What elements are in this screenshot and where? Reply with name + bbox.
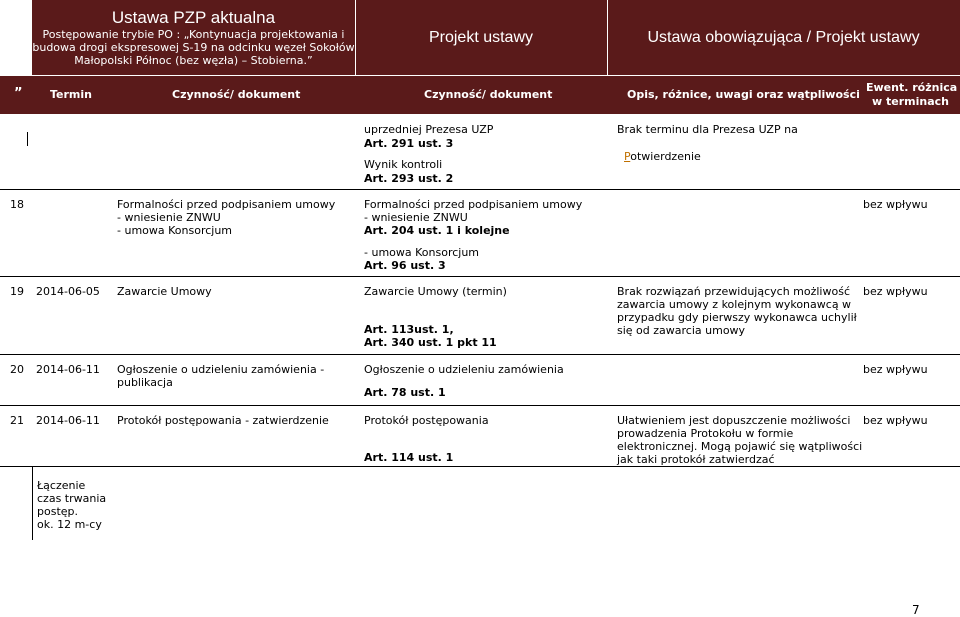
footer-note-line: postęp. [37,505,79,518]
row18-ewent: bez wpływu [863,198,928,211]
col-czynnosc-2: Czynność/ dokument [424,88,553,101]
row19-c2-line: Zawarcie Umowy (termin) [364,285,507,298]
row19-c1-line: Zawarcie Umowy [117,285,212,298]
row20-c1-line: publikacja [117,376,173,389]
row21-c2-art: Art. 114 ust. 1 [364,451,454,464]
page-subtitle [32,28,355,67]
row21-c1-line: Protokół postępowania - zatwierdzenie [117,414,329,427]
page-title: Ustawa PZP aktualna [111,8,276,27]
row21-opis-line: jak taki protokół zatwierdzać [617,453,775,466]
col-quote: ” [14,86,23,101]
row-divider [0,405,960,406]
row-number: 21 [10,414,24,427]
row19-opis-line: przypadku gdy pierwszy wykonawca uchylił [617,311,857,324]
row-number: 18 [10,198,24,211]
row18-c2-more: - umowa Konsorcjum [364,246,480,259]
subtitle-line: Postępowanie trybie PO : „Kontynuacja projektowania i [42,28,345,41]
row0-c2-art: Art. 291 ust. 3 [364,137,454,150]
row19-opis-line: Brak rozwiązań przewidujących możliwość [617,285,850,298]
row21-opis-line: elektronicznej. Mogą pojawić się wątpliwości [617,440,863,453]
underlined-letter: P [624,150,631,163]
row-divider [0,466,960,467]
row21-c2-line: Protokół postępowania [364,414,489,427]
row18-c1-line: Formalności przed podpisaniem umowy [117,198,336,211]
col-ewent-2: w terminach [872,95,949,108]
row-number: 20 [10,363,24,376]
row0-opis-rest: otwierdzenie [630,150,701,163]
header-projekt-ustawy: Projekt ustawy [428,29,534,46]
row-divider [0,354,960,355]
row18-c1-line: - umowa Konsorcjum [117,224,233,237]
row21-opis-line: Ułatwieniem jest dopuszczenie możliwości [617,414,851,427]
footer-note-line: ok. 12 m-cy [37,518,102,531]
row-date: 2014-06-11 [36,363,100,376]
row19-ewent: bez wpływu [863,285,928,298]
header-separator [32,75,960,76]
row-number: 19 [10,285,24,298]
row18-c2-line: Formalności przed podpisaniem umowy [364,198,583,211]
row-divider [0,276,960,277]
row0-c2b-art: Art. 293 ust. 2 [364,172,454,185]
row19-c2-art2: Art. 340 ust. 1 pkt 11 [364,336,497,349]
row21-ewent: bez wpływu [863,414,928,427]
row21-opis-line: prowadzenia Protokołu w formie [617,427,794,440]
row0-opis-line [617,137,701,163]
row20-ewent: bez wpływu [863,363,928,376]
row-date: 2014-06-11 [36,414,100,427]
subtitle-line: budowa drogi ekspresowej S-19 na odcinku węzeł Sokołów [32,41,355,54]
row18-c2-line: - wniesienie ZNWU [364,211,468,224]
row0-c2b-line: Wynik kontroli [364,158,443,171]
row20-c2-line: Ogłoszenie o udzieleniu zamówienia [364,363,564,376]
row-divider [0,189,960,190]
row20-c2-art: Art. 78 ust. 1 [364,386,446,399]
page-number: 7 [912,603,920,617]
row18-c1-line: - wniesienie ZNWU [117,211,221,224]
col-czynnosc-1: Czynność/ dokument [172,88,301,101]
row20-c1-line: Ogłoszenie o udzieleniu zamówienia - [117,363,325,376]
row0-c2-line: uprzedniej Prezesa UZP [364,123,494,136]
col-termin: Termin [50,88,92,101]
row19-opis-line: zawarcia umowy z kolejnym wykonawcą w [617,298,852,311]
row18-c2-art: Art. 204 ust. 1 i kolejne [364,224,510,237]
header-ustawa-obowiazujaca: Ustawa obowiązująca / Projekt ustawy [647,29,920,46]
row-date: 2014-06-05 [36,285,100,298]
row0-opis-line: Brak terminu dla Prezesa UZP na [617,123,798,136]
row18-c2-art2: Art. 96 ust. 3 [364,259,446,272]
footer-note-line: czas trwania [37,492,107,505]
footer-note-line: Łączenie [37,479,86,492]
text-cursor [27,132,28,146]
subtitle-line: Małopolski Północ (bez węzła) – Stobierna.” [74,54,313,67]
row19-c2-art: Art. 113ust. 1, [364,323,454,336]
col-opis: Opis, różnice, uwagi oraz wątpliwości [627,88,860,101]
col-ewent-1: Ewent. różnica [866,81,958,94]
row19-opis-line: się od zawarcia umowy [617,324,746,337]
